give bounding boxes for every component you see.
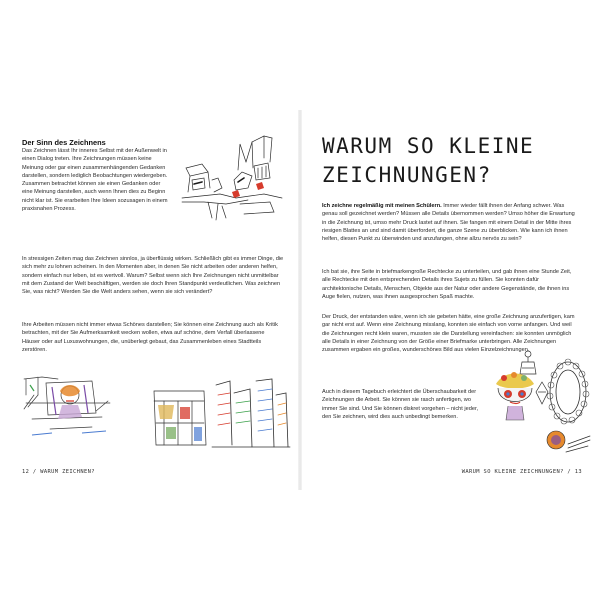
- paragraph-2: In stressigen Zeiten mag das Zeichnen sinnlos, ja überflüssig wirken. Schließlich gibt es immer Dinge, die sich mehr zu lohnen scheinen. In den Momenten aber, in denen Sie nicht arbeiten oder anderen helfen, sondern einfach nur leben, ist es wertvoll. Warum? Selbst wenn sich Ihre Zeichnungen nicht unmittelbar mit dem Zustand der Welt beschäftigen, werden sie doch Ihren Standpunkt verdeutlichen. Was zeichnen Sie, was nicht? Werden Sie die Welt anders sehen, wenn sie sich verändert?: [22, 256, 284, 296]
- right-paragraph-4: Auch in diesem Tagebuch erleichtert die Überschaubarkeit der Zeichnungen die Arbeit. Sie können sie rasch anfertigen, wo immer Sie sind. Und Sie können diskret vorgehen – nicht jeder, den Sie zeichnen, wird dies auch unbedingt bemerken.: [322, 389, 479, 420]
- page-folio-right: WARUM SO KLEINE ZEICHNUNGEN? / 13: [461, 469, 582, 475]
- portrait-sketch-drawing: [22, 373, 114, 445]
- right-paragraph-1: [322, 202, 580, 243]
- lead-in-text: Ich zeichne regelmäßig mit meinen Schülern.: [322, 203, 442, 209]
- object-sketches-drawing: [482, 348, 594, 466]
- paragraph-3: Ihre Arbeiten müssen nicht immer etwas Schönes darstellen; Sie können eine Zeichnung auch als Kritik betrachten, mit der Sie Aufmerksamkeit wecken wollen, etwa auf schöne, dem Verfall überlassene Häuser oder auf Luxuswohnungen, die, unüberlegt gebaut, das Zusammenleben eines Stadtteils zerstören.: [22, 322, 278, 353]
- right-paragraph-2: Ich bat sie, ihre Seite in briefmarkengroße Rechtecke zu unterteilen, und gab ihnen eine Stunde Zeit, alle Rechtecke mit den entsprechenden Details ihres Sujets zu füllen. Sie konnten dafür architektonische Details, Menschen, Objekte aus der Natur oder andere Gegenstände, die ihnen ins Auge fielen, nutzen, was ihnen ausgesprochen Spaß machte.: [322, 269, 572, 300]
- title-line-2: ZEICHNUNGEN?: [322, 163, 492, 187]
- title-line-1: WARUM SO KLEINE: [322, 134, 535, 158]
- right-paragraph-3: Der Druck, der entstanden wäre, wenn ich sie gebeten hätte, eine große Zeichnung anzufertigen, kam gar nicht erst auf. Wenn eine Zeichnung misslang, konnten sie einfach von vorne anfangen. Und weil die Zeichnungen recht klein waren, mussten sie die Darstellung vereinfachen: sie konnten unmöglich alle Details in einer Zeichnung von der Größe einer Briefmarke unterbringen. Alle Zeichnungen zusammen ergaben ein großes, wunderschönes Bild aus vielen Einzelzeichnungen.: [322, 314, 575, 354]
- page-folio-left: 12 / WARUM ZEICHNEN?: [22, 469, 95, 475]
- intro-paragraph: Das Zeichnen lässt Ihr inneres Selbst mit der Außenwelt in einen Dialog treten. Ihre Zeichnungen müssen keine Meinung oder gar einen zusammenhängenden Gedanken darstellen, sondern lediglich Beobachtungen wiedergeben. Zusammen betrachtet können sie einen Gedanken oder eine Meinung darstellen, auch wenn Ihnen dies zu Beginn nicht klar ist. Sie erarbeiten Ihre Ideen sozusagen in einem praxisnahen Prozess.: [22, 148, 168, 213]
- right-paragraph-1-text: Immer wieder fällt ihnen der Anfang schwer. Was genau soll gezeichnet werden? Müssen alle Details übernommen werden? Umso höher die Erwartung in die Zeichnung ist, umso mehr Druck lastet auf ihnen. Sie fangen mit einem Detail in der Mitte ihres riesigen Blattes an und sind damit überfordert, die ganze Szene zu überblicken. Wie kann ich ihnen helfen, diesen Punkt zu überwinden und anzufangen, ohne allzu nervös zu sein?: [322, 203, 575, 243]
- page-title: [322, 132, 592, 190]
- market-stall-sketch-drawing: [150, 387, 210, 449]
- right-page: [300, 0, 600, 600]
- street-sketch-drawing: [178, 132, 288, 224]
- section-heading: Der Sinn des Zeichnens: [22, 138, 106, 147]
- buildings-sketch-drawing: [210, 375, 290, 451]
